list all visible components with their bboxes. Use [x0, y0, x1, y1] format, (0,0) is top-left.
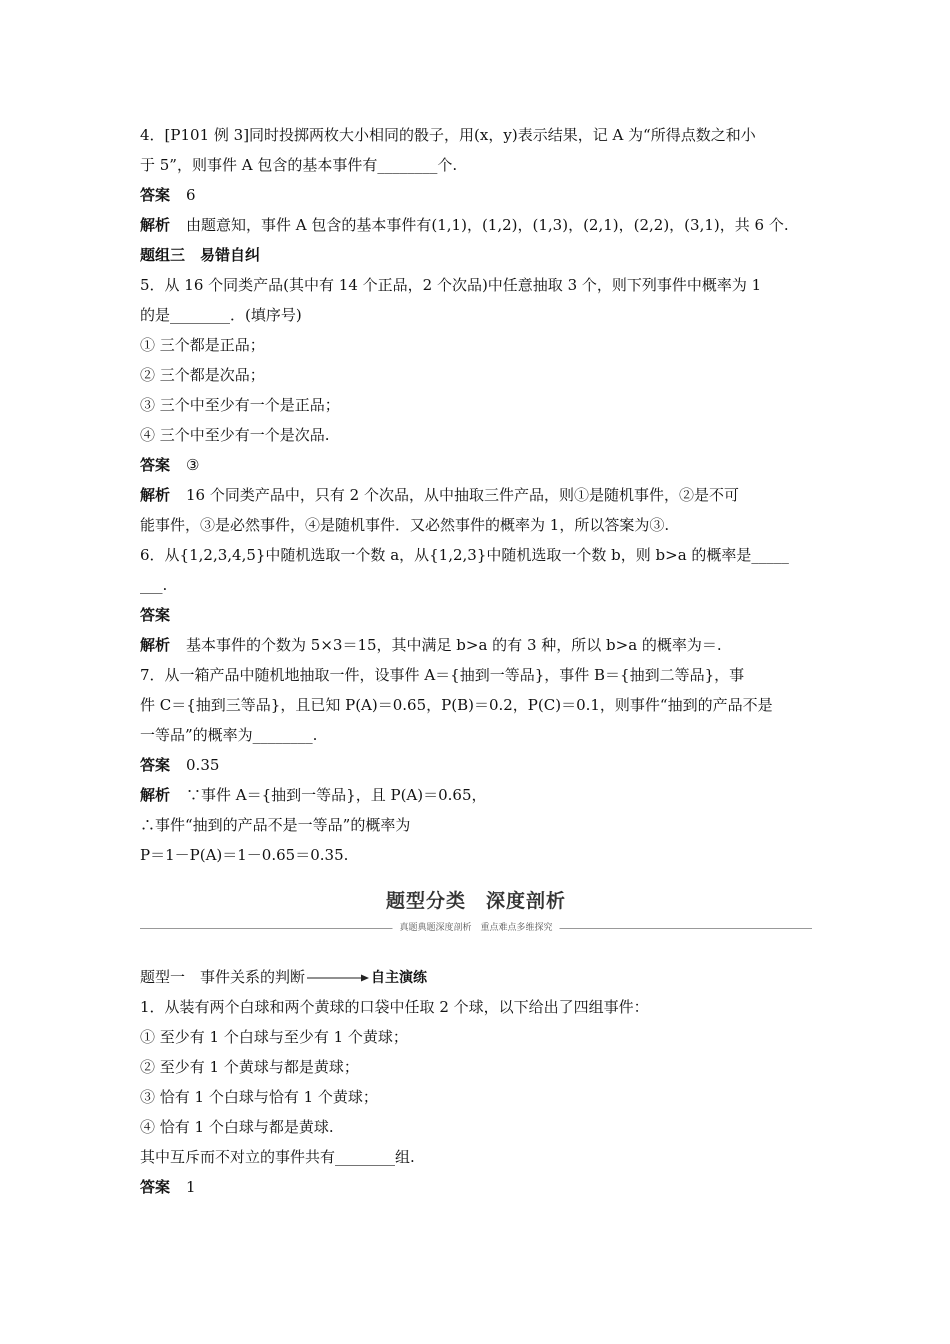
p1-option-3: ③ 恰有 1 个白球与恰有 1 个黄球；: [140, 1088, 378, 1106]
analysis-text: 由题意知，事件 A 包含的基本事件有(1,1)，(1,2)，(1,3)，(2,1)，(2,2)，(3,1)，共 6 个.: [186, 216, 789, 234]
analysis-text: 16 个同类产品中，只有 2 个次品，从中抽取三件产品，则①是随机事件，②是不可: [186, 486, 739, 504]
arrow-right-icon: [307, 973, 369, 983]
p1-option-2: ② 至少有 1 个黄球与都是黄球；: [140, 1058, 359, 1076]
p1-question: 其中互斥而不对立的事件共有________组.: [140, 1148, 415, 1166]
type1-tag: 自主演练: [371, 970, 428, 986]
answer-label: 答案: [140, 186, 171, 204]
p1-line1: 1．从装有两个白球和两个黄球的口袋中任取 2 个球，以下给出了四组事件：: [140, 998, 649, 1016]
answer-value: 6: [186, 186, 196, 204]
analysis-text: ∵事件 A＝{抽到一等品}，且 P(A)＝0.65，: [186, 786, 487, 804]
q5-option-2: ② 三个都是次品；: [140, 366, 265, 384]
q5-answer: [140, 450, 812, 480]
q6-line1: 6．从{1,2,3,4,5}中随机选取一个数 a，从{1,2,3}中随机选取一个数 b，则 b>a 的概率是_____: [140, 546, 789, 564]
p1-option-4: ④ 恰有 1 个白球与都是黄球.: [140, 1118, 334, 1136]
q6-analysis: [140, 630, 812, 660]
answer-value: 0.35: [186, 756, 220, 774]
q5-option-1: ① 三个都是正品；: [140, 336, 265, 354]
analysis-label: 解析: [140, 636, 171, 654]
section-banner: [140, 886, 812, 962]
section-title: 题型分类 深度剖析: [385, 890, 566, 912]
q5-option-3: ③ 三个中至少有一个是正品；: [140, 396, 340, 414]
answer-label: 答案: [140, 1178, 171, 1196]
answer-label: 答案: [140, 606, 171, 624]
q5-line1: 5．从 16 个同类产品(其中有 14 个正品，2 个次品)中任意抽取 3 个，则下列事件中概率为 1: [140, 276, 762, 294]
q5-analysis-1: [140, 480, 812, 510]
analysis-label: 解析: [140, 486, 171, 504]
document-page: [140, 120, 812, 1202]
q6-answer: [140, 600, 812, 630]
analysis-text: 基本事件的个数为 5×3＝15，其中满足 b>a 的有 3 种，所以 b>a 的概率为＝.: [186, 636, 722, 654]
type1-label: 题型一 事件关系的判断: [140, 968, 306, 986]
answer-value: 1: [186, 1178, 196, 1196]
q5-analysis-2: 能事件，③是必然事件，④是随机事件．又必然事件的概率为 1，所以答案为③.: [140, 516, 670, 534]
q4-line2: 于 5”，则事件 A 包含的基本事件有________个.: [140, 156, 458, 174]
answer-label: 答案: [140, 756, 171, 774]
group3-title: 题组三 易错自纠: [140, 246, 261, 264]
analysis-label: 解析: [140, 786, 171, 804]
q4-line1: 4．[P101 例 3]同时投掷两枚大小相同的骰子，用(x，y)表示结果，记 A 为“所得点数之和小: [140, 126, 756, 144]
p1-option-1: ① 至少有 1 个白球与至少有 1 个黄球；: [140, 1028, 408, 1046]
q5-line2: 的是________．(填序号): [140, 306, 302, 324]
type1-heading: [140, 962, 812, 992]
p1-answer: [140, 1172, 812, 1202]
q7-analysis-1: [140, 780, 812, 810]
q4-answer: [140, 180, 812, 210]
answer-value: ③: [186, 456, 200, 474]
answer-label: 答案: [140, 456, 171, 474]
q7-analysis-2: ∴事件“抽到的产品不是一等品”的概率为: [140, 816, 411, 834]
q5-option-4: ④ 三个中至少有一个是次品.: [140, 426, 330, 444]
q7-analysis-3: P＝1－P(A)＝1－0.65＝0.35.: [140, 846, 349, 864]
q6-line2: ___.: [140, 576, 168, 594]
q7-line1: 7．从一箱产品中随机地抽取一件，设事件 A＝{抽到一等品}，事件 B＝{抽到二等品}，事: [140, 666, 745, 684]
q4-analysis: [140, 210, 812, 240]
q7-answer: [140, 750, 812, 780]
section-subtitle: 真题典题深度剖析 重点难点多维探究: [392, 919, 559, 937]
analysis-label: 解析: [140, 216, 171, 234]
q7-line3: 一等品”的概率为________.: [140, 726, 318, 744]
q7-line2: 件 C＝{抽到三等品}，且已知 P(A)＝0.65，P(B)＝0.2，P(C)＝0.1，则事件“抽到的产品不是: [140, 696, 773, 714]
